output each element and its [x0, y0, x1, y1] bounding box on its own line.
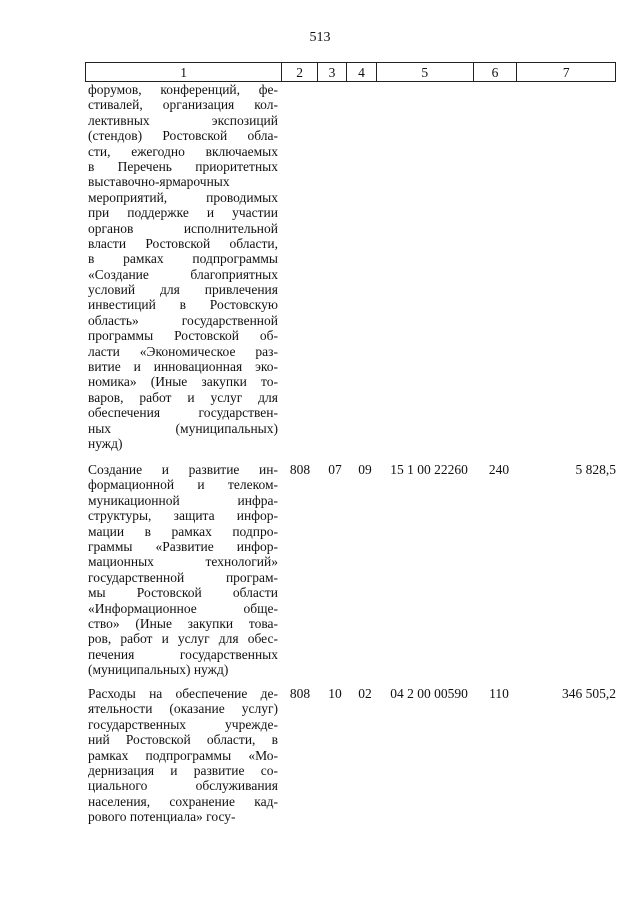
description-line: ятельности (оказание услуг): [88, 701, 278, 717]
description-line: сти, ежегодно включаемых: [88, 143, 278, 159]
row-value-c5: 04 2 00 00590: [390, 686, 468, 701]
row-description: [85, 82, 278, 451]
description-line: инвестиций в Ростовскую: [88, 297, 278, 313]
description-line: ласти «Экономическое раз-: [88, 343, 278, 359]
header-col-4: 4: [346, 63, 376, 81]
row-value-c3: 10: [328, 686, 342, 701]
table-row: [85, 462, 616, 677]
row-value-c7: 346 505,2: [562, 686, 616, 701]
description-line: обеспечения государствен-: [88, 405, 278, 421]
description-line: граммы «Развитие инфор-: [88, 538, 278, 554]
description-line: рамках подпрограммы «Мо-: [88, 747, 278, 763]
description-line: мы Ростовской области: [88, 585, 278, 601]
table-row: [85, 82, 616, 451]
description-line: область» государственной: [88, 312, 278, 328]
description-line: государственных учрежде-: [88, 716, 278, 732]
header-col-5: 5: [376, 63, 473, 81]
page-number: 513: [309, 30, 331, 45]
row-value-c2: 808: [289, 462, 311, 477]
row-value-c4: 09: [358, 462, 372, 477]
description-line: Расходы на обеспечение де-: [88, 686, 278, 701]
description-line: Создание и развитие ин-: [88, 462, 278, 477]
description-line: формационной и телеком-: [88, 477, 278, 493]
row-value-c2: 808: [289, 686, 311, 701]
table-row: [85, 686, 616, 825]
description-line: печения государственных: [88, 646, 278, 662]
description-line: ний Ростовской области, в: [88, 732, 278, 748]
description-line: ров, работ и услуг для обес-: [88, 631, 278, 647]
budget-table: [85, 62, 616, 825]
description-line: витие и инновационная эко-: [88, 359, 278, 375]
description-line: в рамках подпрограммы: [88, 251, 278, 267]
row-description: [85, 686, 278, 825]
description-line: (стендов) Ростовской обла-: [88, 128, 278, 144]
row-value-c6: 110: [489, 686, 509, 701]
description-line: населения, сохранение кад-: [88, 793, 278, 809]
table-header-row: [85, 62, 616, 82]
description-line: варов, работ и услуг для: [88, 389, 278, 405]
description-line: нужд): [88, 435, 123, 451]
description-line: дернизация и развитие со-: [88, 762, 278, 778]
description-line: стивалей, организация кол-: [88, 97, 278, 113]
description-line: «Создание благоприятных: [88, 266, 278, 282]
description-line: при поддержке и участии: [88, 205, 278, 221]
description-line: ных (муниципальных): [88, 420, 278, 436]
description-line: органов исполнительной: [88, 220, 278, 236]
header-col-2: 2: [281, 63, 317, 81]
row-value-c6: 240: [488, 462, 510, 477]
description-line: номика» (Иные закупки то-: [88, 374, 278, 390]
description-line: условий для привлечения: [88, 282, 278, 298]
description-line: ство» (Иные закупки това-: [88, 615, 278, 631]
header-col-6: 6: [473, 63, 517, 81]
description-line: рового потенциала» госу-: [88, 809, 236, 825]
description-line: «Информационное обще-: [88, 600, 278, 616]
description-line: выставочно-ярмарочных: [88, 174, 230, 190]
description-line: мационных технологий»: [88, 554, 278, 570]
description-line: мации в рамках подпро-: [88, 523, 278, 539]
row-value-c4: 02: [358, 686, 372, 701]
header-col-1: 1: [180, 65, 187, 80]
row-value-c5: 15 1 00 22260: [390, 462, 468, 477]
header-col-3: 3: [317, 63, 346, 81]
description-line: структуры, защита инфор-: [88, 508, 278, 524]
row-value-c7: 5 828,5: [575, 462, 616, 477]
description-line: власти Ростовской области,: [88, 235, 278, 251]
description-line: государственной програм-: [88, 569, 278, 585]
description-line: муникационной инфра-: [88, 492, 278, 508]
row-description: [85, 462, 278, 677]
description-line: форумов, конференций, фе-: [88, 82, 278, 97]
header-col-7: 7: [516, 63, 615, 81]
description-line: в Перечень приоритетных: [88, 158, 278, 174]
description-line: лективных экспозиций: [88, 112, 278, 128]
description-line: (муниципальных) нужд): [88, 662, 229, 678]
description-line: мероприятий, проводимых: [88, 189, 278, 205]
row-value-c3: 07: [328, 462, 342, 477]
description-line: программы Ростовской об-: [88, 328, 278, 344]
description-line: циального обслуживания: [88, 778, 278, 794]
